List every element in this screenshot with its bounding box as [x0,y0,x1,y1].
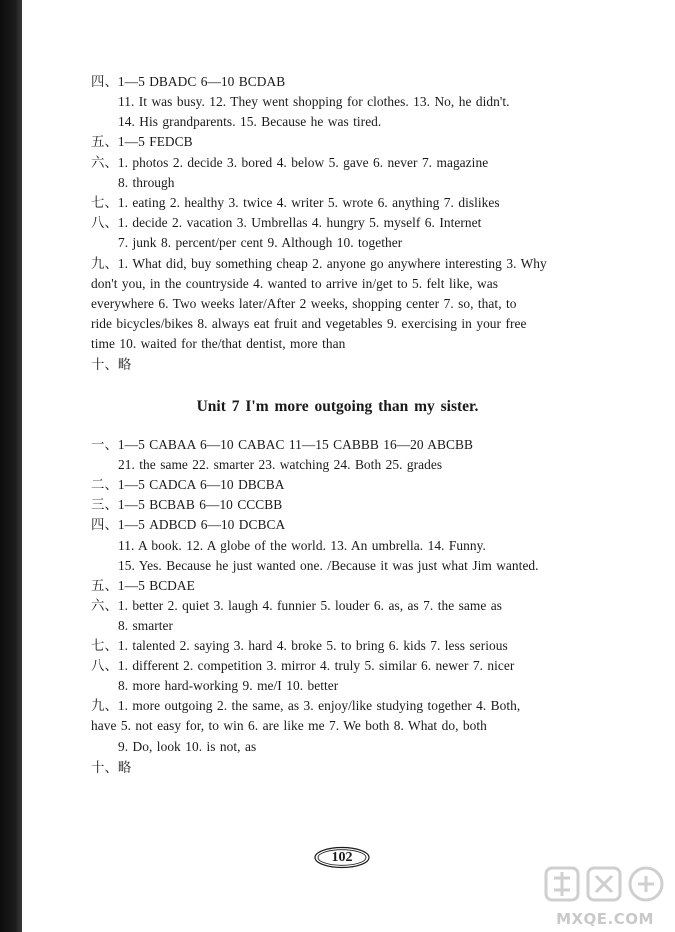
answer-line: 五、1—5 BCDAE [91,578,195,593]
answer-line: 十、略 [91,357,132,372]
answer-line: 8. through [118,175,175,190]
watermark-text: MXQE.COM [556,910,654,928]
answer-line: 四、1—5 ADBCD 6—10 DCBCA [91,517,286,532]
answer-line: ride bicycles/bikes 8. always eat fruit and vegetables 9. exercising in your free [91,316,527,331]
watermark-logo-icon [540,860,670,908]
answer-line: 8. more hard-working 9. me/I 10. better [118,678,339,693]
answer-line: 14. His grandparents. 15. Because he was tired. [118,114,382,129]
answer-line: 九、1. more outgoing 2. the same, as 3. enjoy/like studying together 4. Both, [91,698,521,713]
answer-line: 一、1—5 CABAA 6—10 CABAC 11—15 CABBB 16—20 ABCBB [91,437,473,452]
answer-line: 八、1. different 2. competition 3. mirror 4. truly 5. similar 6. newer 7. nicer [91,658,515,673]
answer-line: 十、略 [91,760,132,775]
answer-line: 三、1—5 BCBAB 6—10 CCCBB [91,497,283,512]
answer-line: don't you, in the countryside 4. wanted to arrive in/get to 5. felt like, was [91,276,499,291]
answer-line: 七、1. eating 2. healthy 3. twice 4. writer 5. wrote 6. anything 7. dislikes [91,195,500,210]
answer-line: 11. A book. 12. A globe of the world. 13. An umbrella. 14. Funny. [118,538,486,553]
answer-line: 七、1. talented 2. saying 3. hard 4. broke 5. to bring 6. kids 7. less serious [91,638,508,653]
answer-line: 21. the same 22. smarter 23. watching 24. Both 25. grades [118,457,443,472]
answer-line: time 10. waited for the/that dentist, more than [91,336,346,351]
unit-title: Unit 7 I'm more outgoing than my sister. [196,398,479,415]
answer-line: 9. Do, look 10. is not, as [118,739,257,754]
answer-line: 九、1. What did, buy something cheap 2. anyone go anywhere interesting 3. Why [91,256,547,271]
answer-line: 8. smarter [118,618,174,633]
answer-line: 六、1. photos 2. decide 3. bored 4. below 5. gave 6. never 7. magazine [91,155,489,170]
answer-line: 11. It was busy. 12. They went shopping for clothes. 13. No, he didn't. [118,94,510,109]
answer-line: 15. Yes. Because he just wanted one. /Because it was just what Jim wanted. [118,558,539,573]
page-number: 102 [331,850,353,865]
watermark [540,860,670,930]
answer-line: everywhere 6. Two weeks later/After 2 weeks, shopping center 7. so, that, to [91,296,517,311]
page-number-badge [313,846,371,869]
answer-line: 八、1. decide 2. vacation 3. Umbrellas 4. hungry 5. myself 6. Internet [91,215,482,230]
answer-line: 五、1—5 FEDCB [91,134,193,149]
answer-line: 六、1. better 2. quiet 3. laugh 4. funnier 5. louder 6. as, as 7. the same as [91,598,502,613]
answer-line: have 5. not easy for, to win 6. are like me 7. We both 8. What do, both [91,718,487,733]
answer-line: 7. junk 8. percent/per cent 9. Although 10. together [118,235,403,250]
answer-line: 四、1—5 DBADC 6—10 BCDAB [91,74,286,89]
answer-line: 二、1—5 CADCA 6—10 DBCBA [91,477,285,492]
